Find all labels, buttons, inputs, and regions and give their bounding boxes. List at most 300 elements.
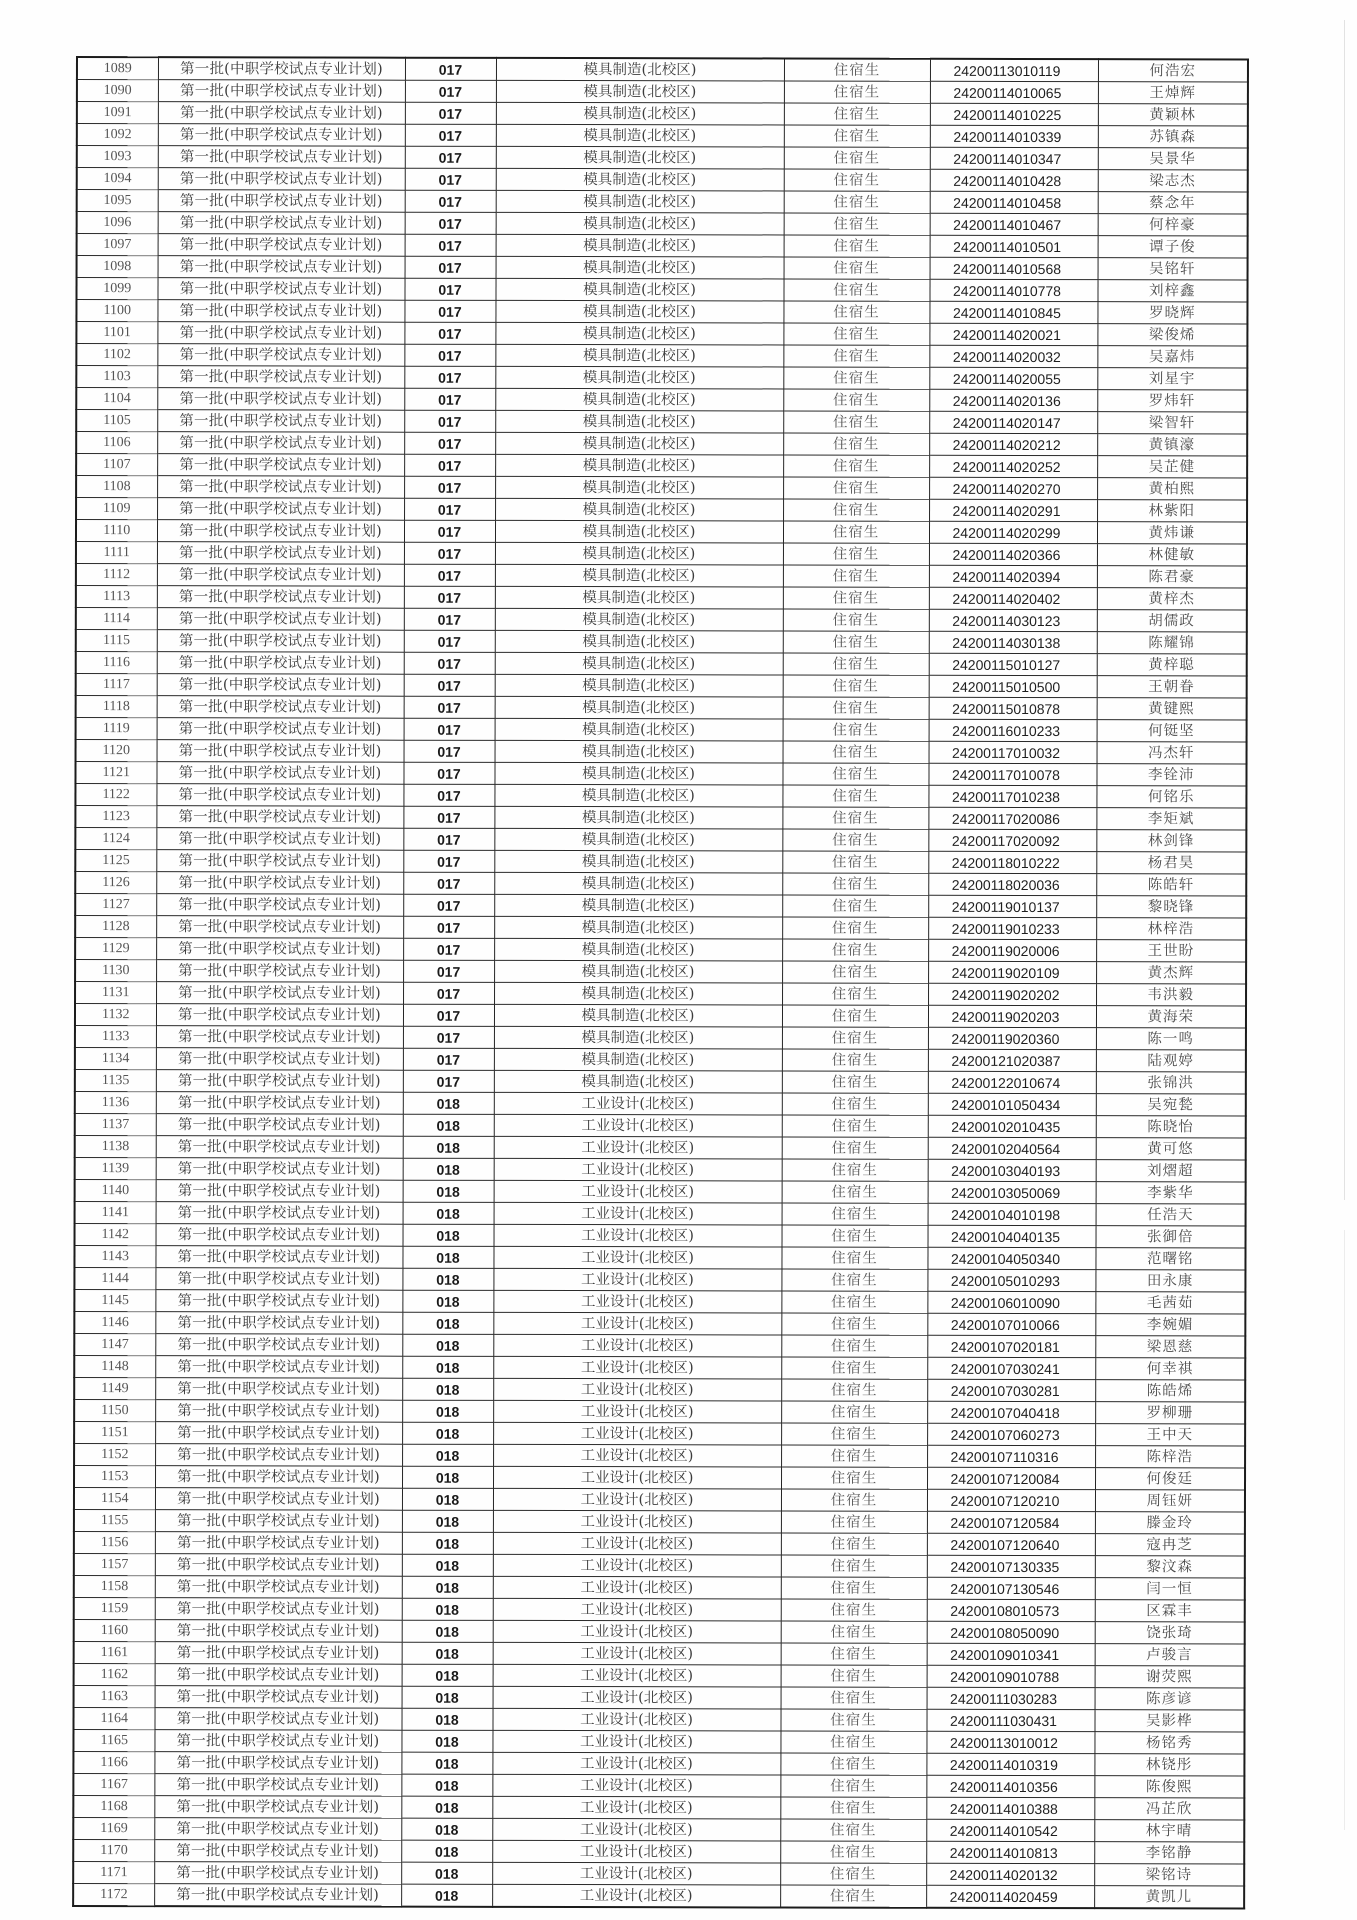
major-name-cell: 工业设计(北校区) bbox=[493, 1488, 781, 1511]
admission-batch-cell: 第一批(中职学校试点专业计划) bbox=[154, 1730, 401, 1753]
major-code-cell: 018 bbox=[402, 1422, 493, 1444]
major-name-cell: 工业设计(北校区) bbox=[492, 1818, 780, 1841]
student-name-cell: 王朝眷 bbox=[1097, 676, 1247, 698]
row-number-cell: 1098 bbox=[77, 256, 158, 278]
major-name-cell: 工业设计(北校区) bbox=[493, 1422, 781, 1445]
major-name-cell: 模具制造(北校区) bbox=[494, 982, 782, 1005]
student-name-cell: 周钰妍 bbox=[1095, 1490, 1245, 1512]
admission-batch-cell: 第一批(中职学校试点专业计划) bbox=[157, 586, 404, 609]
major-code-cell: 018 bbox=[403, 1136, 494, 1158]
major-code-cell: 018 bbox=[402, 1290, 493, 1312]
row-number-cell: 1169 bbox=[73, 1817, 154, 1839]
row-number-cell: 1172 bbox=[73, 1883, 154, 1906]
row-number-cell: 1165 bbox=[73, 1729, 154, 1751]
student-type-cell: 住宿生 bbox=[782, 851, 928, 873]
table-row bbox=[76, 696, 1247, 720]
row-number-cell: 1162 bbox=[74, 1663, 155, 1685]
row-number-cell: 1141 bbox=[75, 1201, 156, 1223]
table-row bbox=[73, 1795, 1244, 1819]
major-code-cell: 018 bbox=[402, 1620, 493, 1642]
student-type-cell: 住宿生 bbox=[784, 169, 930, 191]
student-type-cell: 住宿生 bbox=[781, 1291, 927, 1313]
row-number-cell: 1101 bbox=[76, 322, 157, 344]
student-name-cell: 李矩斌 bbox=[1096, 808, 1246, 830]
student-type-cell: 住宿生 bbox=[783, 345, 929, 367]
student-name-cell: 陈皓烯 bbox=[1095, 1380, 1245, 1402]
student-type-cell: 住宿生 bbox=[783, 433, 929, 455]
major-code-cell: 018 bbox=[402, 1686, 493, 1708]
major-code-cell: 018 bbox=[403, 1092, 494, 1114]
student-type-cell: 住宿生 bbox=[782, 983, 928, 1005]
student-name-cell: 冯芷欣 bbox=[1094, 1798, 1244, 1820]
major-code-cell: 017 bbox=[403, 894, 494, 916]
exam-id-cell: 24200117020086 bbox=[928, 807, 1096, 829]
table-row bbox=[74, 1509, 1245, 1533]
admission-roster-table bbox=[72, 56, 1249, 1909]
major-name-cell: 工业设计(北校区) bbox=[493, 1290, 781, 1313]
student-name-cell: 吴铭轩 bbox=[1098, 258, 1248, 280]
major-name-cell: 工业设计(北校区) bbox=[493, 1334, 781, 1357]
table-row bbox=[74, 1377, 1245, 1401]
student-type-cell: 住宿生 bbox=[783, 719, 929, 741]
major-name-cell: 模具制造(北校区) bbox=[494, 1048, 782, 1071]
admission-batch-cell: 第一批(中职学校试点专业计划) bbox=[155, 1444, 402, 1467]
exam-id-cell: 24200107110316 bbox=[927, 1445, 1095, 1467]
student-type-cell: 住宿生 bbox=[781, 1665, 927, 1687]
exam-id-cell: 24200101050434 bbox=[928, 1093, 1096, 1115]
admission-batch-cell: 第一批(中职学校试点专业计划) bbox=[155, 1576, 402, 1599]
exam-id-cell: 24200116010233 bbox=[929, 719, 1097, 741]
exam-id-cell: 24200119020203 bbox=[928, 1005, 1096, 1027]
major-name-cell: 模具制造(北校区) bbox=[495, 586, 783, 609]
major-name-cell: 模具制造(北校区) bbox=[495, 300, 783, 323]
table-row bbox=[73, 1839, 1244, 1863]
table-row bbox=[76, 564, 1247, 588]
major-name-cell: 工业设计(北校区) bbox=[494, 1202, 782, 1225]
table-row bbox=[73, 1773, 1244, 1797]
student-type-cell: 住宿生 bbox=[781, 1379, 927, 1401]
admission-batch-cell: 第一批(中职学校试点专业计划) bbox=[157, 300, 404, 323]
major-name-cell: 模具制造(北校区) bbox=[494, 938, 782, 961]
major-code-cell: 018 bbox=[403, 1114, 494, 1136]
student-name-cell: 吴嘉炜 bbox=[1097, 346, 1247, 368]
major-name-cell: 工业设计(北校区) bbox=[492, 1796, 780, 1819]
table-row bbox=[74, 1333, 1245, 1357]
major-name-cell: 模具制造(北校区) bbox=[494, 1026, 782, 1049]
major-code-cell: 018 bbox=[402, 1312, 493, 1334]
roster-rows bbox=[73, 57, 1248, 1908]
student-name-cell: 林紫阳 bbox=[1097, 500, 1247, 522]
admission-batch-cell: 第一批(中职学校试点专业计划) bbox=[157, 476, 404, 499]
table-row bbox=[75, 960, 1246, 984]
student-name-cell: 苏镇森 bbox=[1098, 126, 1248, 148]
exam-id-cell: 24200111030431 bbox=[926, 1709, 1094, 1731]
major-code-cell: 018 bbox=[402, 1334, 493, 1356]
major-code-cell: 018 bbox=[401, 1708, 492, 1730]
exam-id-cell: 24200114020394 bbox=[929, 565, 1097, 587]
table-row bbox=[75, 1069, 1246, 1093]
row-number-cell: 1105 bbox=[76, 410, 157, 432]
row-number-cell: 1099 bbox=[76, 278, 157, 300]
student-name-cell: 刘熠超 bbox=[1096, 1160, 1246, 1182]
exam-id-cell: 24200114020055 bbox=[929, 367, 1097, 389]
exam-id-cell: 24200107040418 bbox=[927, 1401, 1095, 1423]
exam-id-cell: 24200114010501 bbox=[930, 235, 1098, 257]
student-type-cell: 住宿生 bbox=[781, 1335, 927, 1357]
table-row bbox=[74, 1531, 1245, 1555]
exam-id-cell: 24200113010012 bbox=[926, 1731, 1094, 1753]
student-name-cell: 黄梓聪 bbox=[1097, 654, 1247, 676]
admission-batch-cell: 第一批(中职学校试点专业计划) bbox=[158, 124, 405, 147]
table-row bbox=[75, 938, 1246, 962]
exam-id-cell: 24200119020360 bbox=[928, 1027, 1096, 1049]
student-type-cell: 住宿生 bbox=[782, 939, 928, 961]
row-number-cell: 1137 bbox=[75, 1113, 156, 1135]
student-type-cell: 住宿生 bbox=[783, 609, 929, 631]
row-number-cell: 1146 bbox=[74, 1311, 155, 1333]
major-code-cell: 018 bbox=[402, 1444, 493, 1466]
student-name-cell: 何铭乐 bbox=[1096, 786, 1246, 808]
student-name-cell: 吴宛甃 bbox=[1096, 1094, 1246, 1116]
student-name-cell: 何幸祺 bbox=[1095, 1358, 1245, 1380]
row-number-cell: 1160 bbox=[74, 1619, 155, 1641]
student-type-cell: 住宿生 bbox=[780, 1753, 926, 1775]
table-row bbox=[75, 784, 1246, 808]
major-name-cell: 模具制造(北校区) bbox=[494, 1070, 782, 1093]
student-type-cell: 住宿生 bbox=[782, 1137, 928, 1159]
student-type-cell: 住宿生 bbox=[783, 697, 929, 719]
admission-batch-cell: 第一批(中职学校试点专业计划) bbox=[157, 498, 404, 521]
major-code-cell: 018 bbox=[401, 1796, 492, 1818]
major-code-cell: 018 bbox=[401, 1752, 492, 1774]
admission-batch-cell: 第一批(中职学校试点专业计划) bbox=[156, 1004, 403, 1027]
major-code-cell: 018 bbox=[401, 1884, 492, 1907]
major-name-cell: 工业设计(北校区) bbox=[493, 1356, 781, 1379]
row-number-cell: 1139 bbox=[75, 1157, 156, 1179]
major-code-cell: 018 bbox=[401, 1862, 492, 1884]
major-code-cell: 017 bbox=[404, 366, 495, 388]
student-name-cell: 吴芷健 bbox=[1097, 456, 1247, 478]
admission-batch-cell: 第一批(中职学校试点专业计划) bbox=[157, 630, 404, 653]
table-row bbox=[77, 146, 1248, 170]
major-code-cell: 018 bbox=[402, 1532, 493, 1554]
admission-batch-cell: 第一批(中职学校试点专业计划) bbox=[158, 146, 405, 169]
table-row bbox=[75, 1026, 1246, 1050]
student-name-cell: 杨君昊 bbox=[1096, 852, 1246, 874]
row-number-cell: 1144 bbox=[74, 1267, 155, 1289]
student-type-cell: 住宿生 bbox=[783, 521, 929, 543]
major-name-cell: 模具制造(北校区) bbox=[494, 850, 782, 873]
major-name-cell: 模具制造(北校区) bbox=[494, 894, 782, 917]
student-type-cell: 住宿生 bbox=[780, 1885, 926, 1908]
student-name-cell: 林宇晴 bbox=[1094, 1820, 1244, 1842]
exam-id-cell: 24200114020270 bbox=[929, 477, 1097, 499]
table-row bbox=[76, 366, 1247, 390]
row-number-cell: 1158 bbox=[74, 1575, 155, 1597]
table-row bbox=[76, 476, 1247, 500]
major-code-cell: 017 bbox=[403, 1004, 494, 1026]
table-row bbox=[75, 1047, 1246, 1071]
major-name-cell: 模具制造(北校区) bbox=[494, 784, 782, 807]
row-number-cell: 1104 bbox=[76, 388, 157, 410]
row-number-cell: 1095 bbox=[77, 190, 158, 212]
exam-id-cell: 24200115010500 bbox=[929, 675, 1097, 697]
table-row bbox=[76, 300, 1247, 324]
table-row bbox=[73, 1751, 1244, 1775]
table-row bbox=[75, 1223, 1246, 1247]
scan-edge-line bbox=[1344, 1230, 1345, 1830]
row-number-cell: 1142 bbox=[75, 1223, 156, 1245]
admission-batch-cell: 第一批(中职学校试点专业计划) bbox=[155, 1532, 402, 1555]
student-name-cell: 何铤坚 bbox=[1097, 720, 1247, 742]
table-row bbox=[74, 1289, 1245, 1313]
admission-batch-cell: 第一批(中职学校试点专业计划) bbox=[156, 1136, 403, 1159]
major-name-cell: 模具制造(北校区) bbox=[496, 58, 784, 81]
exam-id-cell: 24200115010878 bbox=[929, 697, 1097, 719]
major-code-cell: 017 bbox=[404, 630, 495, 652]
student-type-cell: 住宿生 bbox=[781, 1423, 927, 1445]
exam-id-cell: 24200114020402 bbox=[929, 587, 1097, 609]
exam-id-cell: 24200114010778 bbox=[929, 279, 1097, 301]
table-row bbox=[73, 1707, 1244, 1731]
admission-batch-cell: 第一批(中职学校试点专业计划) bbox=[155, 1642, 402, 1665]
row-number-cell: 1131 bbox=[75, 982, 156, 1004]
student-name-cell: 黄梓杰 bbox=[1097, 588, 1247, 610]
admission-batch-cell: 第一批(中职学校试点专业计划) bbox=[156, 916, 403, 939]
table-row bbox=[76, 520, 1247, 544]
student-name-cell: 杨铭秀 bbox=[1094, 1732, 1244, 1754]
row-number-cell: 1103 bbox=[76, 366, 157, 388]
table-row bbox=[74, 1355, 1245, 1379]
major-name-cell: 模具制造(北校区) bbox=[495, 608, 783, 631]
major-code-cell: 017 bbox=[404, 344, 495, 366]
student-type-cell: 住宿生 bbox=[783, 543, 929, 565]
row-number-cell: 1092 bbox=[77, 124, 158, 146]
student-type-cell: 住宿生 bbox=[782, 1049, 928, 1071]
major-code-cell: 017 bbox=[404, 696, 495, 718]
exam-id-cell: 24200115010127 bbox=[929, 653, 1097, 675]
admission-batch-cell: 第一批(中职学校试点专业计划) bbox=[156, 960, 403, 983]
student-name-cell: 谢荧熙 bbox=[1095, 1666, 1245, 1688]
student-name-cell: 黄杰辉 bbox=[1096, 962, 1246, 984]
student-name-cell: 胡儒政 bbox=[1097, 610, 1247, 632]
major-code-cell: 017 bbox=[403, 1048, 494, 1070]
row-number-cell: 1090 bbox=[77, 80, 158, 102]
admission-batch-cell: 第一批(中职学校试点专业计划) bbox=[155, 1356, 402, 1379]
major-code-cell: 017 bbox=[404, 300, 495, 322]
major-code-cell: 017 bbox=[405, 168, 496, 190]
admission-batch-cell: 第一批(中职学校试点专业计划) bbox=[155, 1488, 402, 1511]
major-name-cell: 工业设计(北校区) bbox=[492, 1708, 780, 1731]
major-code-cell: 017 bbox=[405, 190, 496, 212]
student-type-cell: 住宿生 bbox=[781, 1269, 927, 1291]
student-name-cell: 黄颖林 bbox=[1098, 104, 1248, 126]
major-code-cell: 018 bbox=[402, 1488, 493, 1510]
student-name-cell: 何浩宏 bbox=[1098, 59, 1248, 82]
row-number-cell: 1153 bbox=[74, 1465, 155, 1487]
admission-batch-cell: 第一批(中职学校试点专业计划) bbox=[158, 212, 405, 235]
row-number-cell: 1154 bbox=[74, 1487, 155, 1509]
student-type-cell: 住宿生 bbox=[784, 81, 930, 103]
student-type-cell: 住宿生 bbox=[784, 191, 930, 213]
table-row bbox=[74, 1399, 1245, 1423]
major-name-cell: 工业设计(北校区) bbox=[494, 1114, 782, 1137]
table-row bbox=[75, 1135, 1246, 1159]
row-number-cell: 1166 bbox=[73, 1751, 154, 1773]
student-name-cell: 陆观婷 bbox=[1096, 1050, 1246, 1072]
table-row bbox=[76, 542, 1247, 566]
row-number-cell: 1143 bbox=[74, 1245, 155, 1267]
row-number-cell: 1089 bbox=[77, 57, 158, 80]
student-name-cell: 李婉媚 bbox=[1095, 1314, 1245, 1336]
exam-id-cell: 24200114010388 bbox=[926, 1797, 1094, 1819]
exam-id-cell: 24200114010428 bbox=[930, 169, 1098, 191]
major-code-cell: 017 bbox=[403, 828, 494, 850]
student-type-cell: 住宿生 bbox=[781, 1577, 927, 1599]
row-number-cell: 1119 bbox=[76, 718, 157, 740]
student-type-cell: 住宿生 bbox=[781, 1599, 927, 1621]
student-name-cell: 陈耀锦 bbox=[1097, 632, 1247, 654]
row-number-cell: 1125 bbox=[75, 850, 156, 872]
row-number-cell: 1106 bbox=[76, 432, 157, 454]
exam-id-cell: 24200119020006 bbox=[928, 939, 1096, 961]
admission-batch-cell: 第一批(中职学校试点专业计划) bbox=[157, 278, 404, 301]
admission-batch-cell: 第一批(中职学校试点专业计划) bbox=[156, 762, 403, 785]
student-name-cell: 陈梓浩 bbox=[1095, 1446, 1245, 1468]
student-name-cell: 黄海荣 bbox=[1096, 1006, 1246, 1028]
student-name-cell: 陈皓轩 bbox=[1096, 874, 1246, 896]
exam-id-cell: 24200122010674 bbox=[928, 1071, 1096, 1093]
admission-batch-cell: 第一批(中职学校试点专业计划) bbox=[156, 828, 403, 851]
student-type-cell: 住宿生 bbox=[782, 1225, 928, 1247]
major-name-cell: 工业设计(北校区) bbox=[492, 1752, 780, 1775]
table-row bbox=[74, 1443, 1245, 1467]
exam-id-cell: 24200118010222 bbox=[928, 851, 1096, 873]
exam-id-cell: 24200114010225 bbox=[930, 103, 1098, 125]
row-number-cell: 1116 bbox=[76, 652, 157, 674]
student-name-cell: 黎晓锋 bbox=[1096, 896, 1246, 918]
row-number-cell: 1126 bbox=[75, 872, 156, 894]
admission-batch-cell: 第一批(中职学校试点专业计划) bbox=[157, 410, 404, 433]
student-type-cell: 住宿生 bbox=[783, 653, 929, 675]
table-row bbox=[77, 80, 1248, 104]
row-number-cell: 1112 bbox=[76, 564, 157, 586]
major-code-cell: 017 bbox=[405, 124, 496, 146]
row-number-cell: 1113 bbox=[76, 586, 157, 608]
student-type-cell: 住宿生 bbox=[781, 1555, 927, 1577]
student-name-cell: 罗炜轩 bbox=[1097, 390, 1247, 412]
student-type-cell: 住宿生 bbox=[783, 389, 929, 411]
exam-id-cell: 24200114030138 bbox=[929, 631, 1097, 653]
major-code-cell: 017 bbox=[403, 1070, 494, 1092]
student-name-cell: 田永康 bbox=[1095, 1270, 1245, 1292]
row-number-cell: 1097 bbox=[77, 234, 158, 256]
exam-id-cell: 24200114010845 bbox=[929, 301, 1097, 323]
admission-batch-cell: 第一批(中职学校试点专业计划) bbox=[157, 388, 404, 411]
admission-batch-cell: 第一批(中职学校试点专业计划) bbox=[155, 1620, 402, 1643]
major-name-cell: 模具制造(北校区) bbox=[495, 718, 783, 741]
exam-id-cell: 24200114010542 bbox=[926, 1819, 1094, 1841]
admission-batch-cell: 第一批(中职学校试点专业计划) bbox=[158, 190, 405, 213]
student-type-cell: 住宿生 bbox=[780, 1819, 926, 1841]
major-code-cell: 017 bbox=[404, 674, 495, 696]
major-name-cell: 工业设计(北校区) bbox=[493, 1686, 781, 1709]
exam-id-cell: 24200119010137 bbox=[928, 895, 1096, 917]
row-number-cell: 1093 bbox=[77, 146, 158, 168]
admission-batch-cell: 第一批(中职学校试点专业计划) bbox=[157, 718, 404, 741]
exam-id-cell: 24200107030281 bbox=[927, 1379, 1095, 1401]
student-name-cell: 梁智轩 bbox=[1097, 412, 1247, 434]
exam-id-cell: 24200105010293 bbox=[927, 1269, 1095, 1291]
exam-id-cell: 24200107010066 bbox=[927, 1313, 1095, 1335]
student-name-cell: 区霖丰 bbox=[1095, 1600, 1245, 1622]
student-type-cell: 住宿生 bbox=[784, 58, 930, 81]
admission-batch-cell: 第一批(中职学校试点专业计划) bbox=[155, 1290, 402, 1313]
row-number-cell: 1100 bbox=[76, 300, 157, 322]
exam-id-cell: 24200107130335 bbox=[927, 1555, 1095, 1577]
major-name-cell: 模具制造(北校区) bbox=[496, 102, 784, 125]
student-name-cell: 林梓浩 bbox=[1096, 918, 1246, 940]
row-number-cell: 1094 bbox=[77, 168, 158, 190]
row-number-cell: 1136 bbox=[75, 1091, 156, 1113]
table-row bbox=[74, 1619, 1245, 1643]
admission-batch-cell: 第一批(中职学校试点专业计划) bbox=[156, 1070, 403, 1093]
student-type-cell: 住宿生 bbox=[781, 1643, 927, 1665]
table-row bbox=[74, 1267, 1245, 1291]
student-name-cell: 王世盼 bbox=[1096, 940, 1246, 962]
exam-id-cell: 24200114010065 bbox=[930, 81, 1098, 103]
student-name-cell: 黄凯儿 bbox=[1094, 1886, 1244, 1909]
table-row bbox=[74, 1663, 1245, 1687]
admission-batch-cell: 第一批(中职学校试点专业计划) bbox=[154, 1840, 401, 1863]
major-code-cell: 017 bbox=[405, 58, 496, 81]
student-type-cell: 住宿生 bbox=[782, 961, 928, 983]
student-type-cell: 住宿生 bbox=[781, 1357, 927, 1379]
major-name-cell: 模具制造(北校区) bbox=[495, 674, 783, 697]
major-name-cell: 模具制造(北校区) bbox=[495, 344, 783, 367]
major-name-cell: 工业设计(北校区) bbox=[494, 1092, 782, 1115]
major-code-cell: 018 bbox=[402, 1378, 493, 1400]
table-row bbox=[75, 1091, 1246, 1115]
table-row bbox=[74, 1553, 1245, 1577]
exam-id-cell: 24200103050069 bbox=[928, 1181, 1096, 1203]
major-name-cell: 工业设计(北校区) bbox=[492, 1730, 780, 1753]
student-type-cell: 住宿生 bbox=[783, 279, 929, 301]
table-row bbox=[75, 1201, 1246, 1225]
row-number-cell: 1148 bbox=[74, 1355, 155, 1377]
row-number-cell: 1159 bbox=[74, 1597, 155, 1619]
major-code-cell: 018 bbox=[403, 1202, 494, 1224]
student-type-cell: 住宿生 bbox=[781, 1687, 927, 1709]
admission-batch-cell: 第一批(中职学校试点专业计划) bbox=[157, 608, 404, 631]
table-row bbox=[73, 1729, 1244, 1753]
student-type-cell: 住宿生 bbox=[782, 873, 928, 895]
exam-id-cell: 24200114010356 bbox=[926, 1775, 1094, 1797]
admission-batch-cell: 第一批(中职学校试点专业计划) bbox=[158, 168, 405, 191]
row-number-cell: 1156 bbox=[74, 1531, 155, 1553]
exam-id-cell: 24200114020132 bbox=[926, 1863, 1094, 1885]
student-type-cell: 住宿生 bbox=[781, 1445, 927, 1467]
admission-batch-cell: 第一批(中职学校试点专业计划) bbox=[158, 80, 405, 103]
exam-id-cell: 24200114020147 bbox=[929, 411, 1097, 433]
major-code-cell: 017 bbox=[404, 278, 495, 300]
major-code-cell: 018 bbox=[402, 1554, 493, 1576]
table-row bbox=[76, 344, 1247, 368]
student-type-cell: 住宿生 bbox=[780, 1709, 926, 1731]
student-type-cell: 住宿生 bbox=[782, 785, 928, 807]
exam-id-cell: 24200119020109 bbox=[928, 961, 1096, 983]
admission-batch-cell: 第一批(中职学校试点专业计划) bbox=[156, 894, 403, 917]
